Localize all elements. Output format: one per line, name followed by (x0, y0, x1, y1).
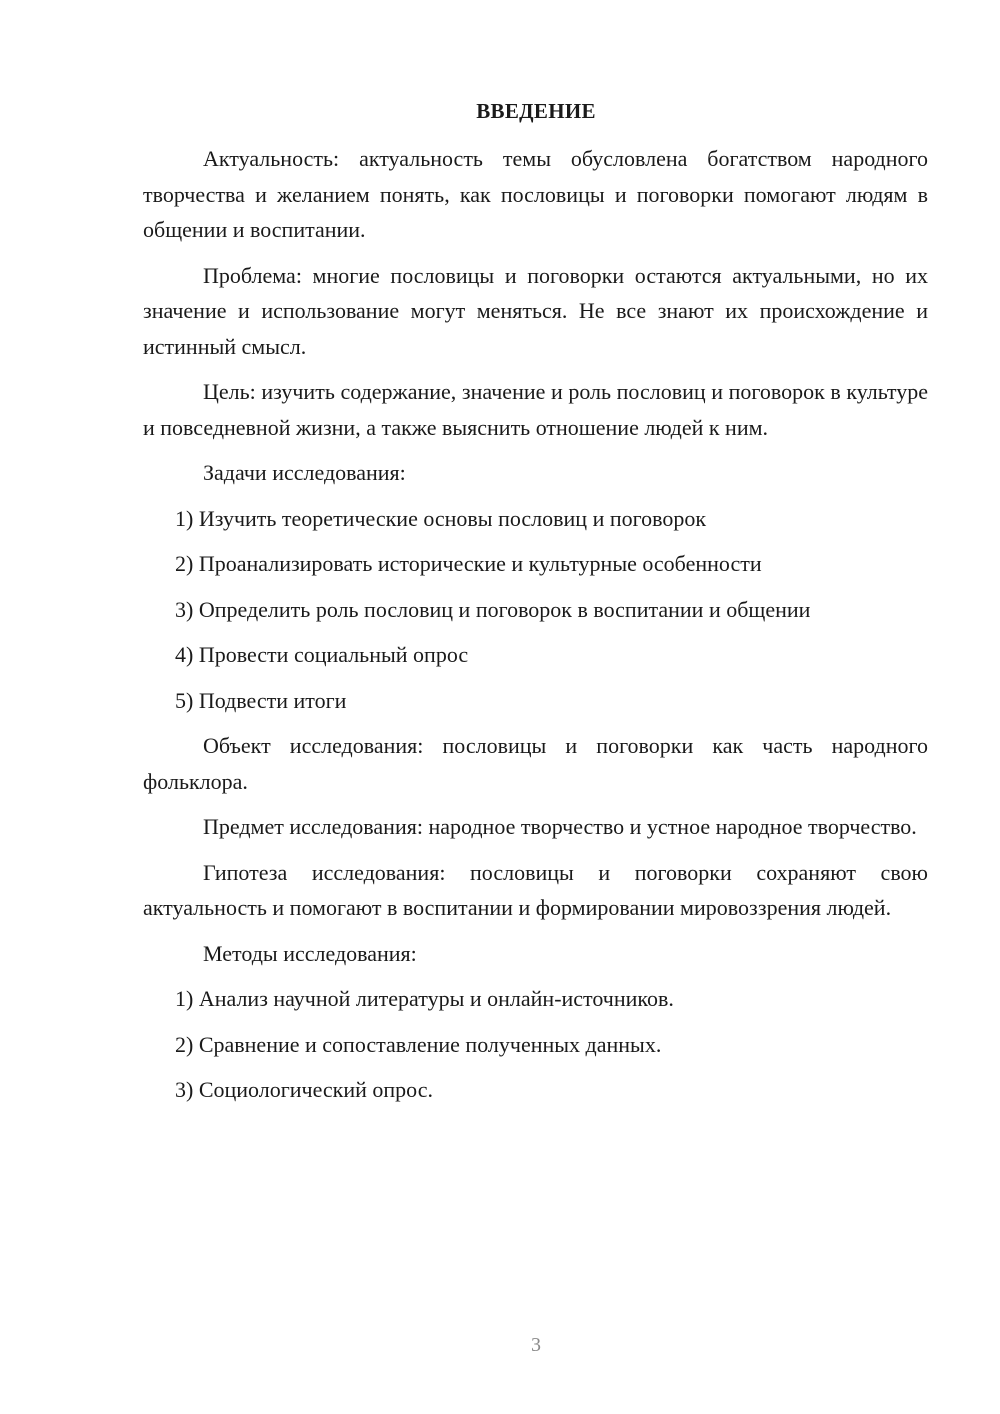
paragraph-object: Объект исследования: пословицы и поговорки как часть народного фольклора. (143, 733, 928, 794)
methods-heading: Методы исследования: (203, 940, 417, 966)
paragraph-relevance: Актуальность: актуальность темы обусловлена богатством народного творчества и желанием понять, как пословицы и поговорки помогают людям в общении и воспитании. (143, 146, 928, 242)
paragraph-goal: Цель: изучить содержание, значение и роль пословиц и поговорок в культуре и повседневной жизни, а также выяснить отношение людей к ним. (143, 379, 928, 440)
paragraph-problem: Проблема: многие пословицы и поговорки остаются актуальными, но их значение и использование могут меняться. Не все знают их происхождение и истинный смысл. (143, 262, 928, 359)
list-item-method-1: 1) Анализ научной литературы и онлайн-источников. (175, 986, 674, 1011)
document-body (143, 141, 928, 1118)
list-item-task-4: 4) Провести социальный опрос (175, 642, 469, 667)
page-number: 3 (531, 1334, 541, 1356)
list-item-task-2: 2) Проанализировать исторические и культурные особенности (175, 551, 762, 576)
list-item-task-1: 1) Изучить теоретические основы пословиц и поговорок (175, 505, 707, 531)
tasks-heading: Задачи исследования: (203, 460, 406, 485)
paragraph-hypothesis: Гипотеза исследования: пословицы и поговорки сохраняют свою актуальность и помогают в воспитании и формировании мировоззрения людей. (143, 859, 928, 920)
methods-list (143, 981, 928, 1108)
tasks-list (143, 501, 928, 719)
page-title: ВВЕДЕНИЕ (476, 99, 596, 123)
paragraph-subject: Предмет исследования: народное творчество и устное народное творчество. (203, 814, 917, 839)
list-item-task-3: 3) Определить роль пословиц и поговорок в воспитании и общении (175, 596, 811, 622)
list-item-method-3: 3) Социологический опрос. (175, 1077, 433, 1102)
list-item-method-2: 2) Сравнение и сопоставление полученных данных. (175, 1031, 662, 1057)
list-item-task-5: 5) Подвести итоги (175, 687, 347, 713)
